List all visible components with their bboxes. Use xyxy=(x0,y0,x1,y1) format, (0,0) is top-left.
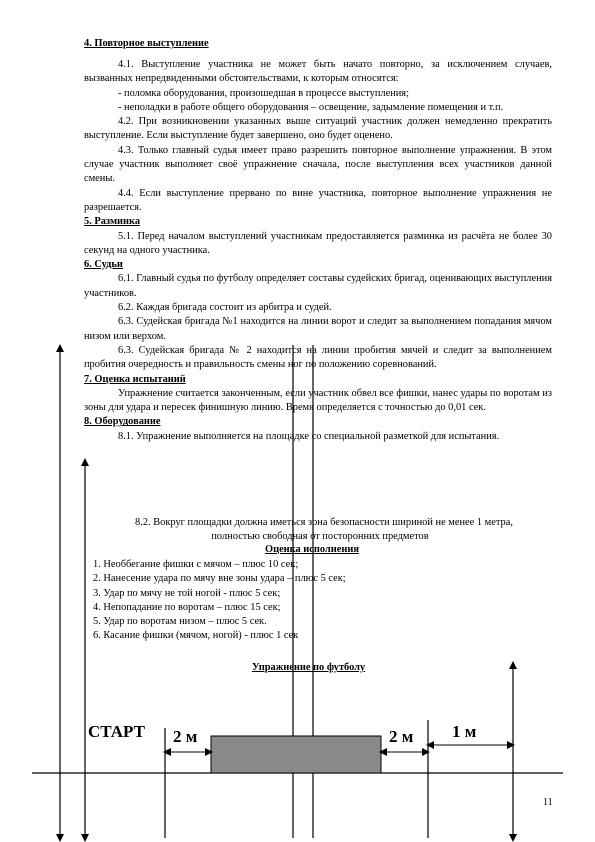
paragraph-8-2-line1: 8.2. Вокруг площадки должна иметься зона безопасности шириной не менее 1 метра, xyxy=(135,517,513,528)
paragraph-7: Упражнение считается законченным, если участник обвел все фишки, нанес удары по воротам из зоны для удара и пересек финишную линию. Время определяется с точностью до 0,01 сек. xyxy=(84,387,552,414)
diagram-title: Упражнение по футболу xyxy=(252,662,366,673)
paragraph-4-3: 4.3. Только главный судья имеет право разрешить повторное выполнение упражнения. В этом случае участник выполняет своё упражнение сначала, после выступления всех участников данной смены. xyxy=(84,144,552,185)
paragraph-4-2: 4.2. При возникновении указанных выше ситуаций участник должен немедленно прекратить выступление. Если выступление будет завершено, оно будет оценено. xyxy=(84,116,552,142)
page-number: 11 xyxy=(543,797,553,808)
paragraph-4-1: 4.1. Выступление участника не может быть начато повторно, за исключением случаев, вызванных непредвиденными обстоятельствами, к которым относятся: xyxy=(84,59,552,85)
paragraph-8-1: 8.1. Упражнение выполняется на площадке со специальной разметкой для испытания. xyxy=(118,430,500,442)
distance-label-2: 2 м xyxy=(389,727,414,746)
distance-label-1: 2 м xyxy=(173,727,198,746)
distance-label-3: 1 м xyxy=(452,722,477,741)
section-8-heading: 8. Оборудование xyxy=(84,416,161,428)
paragraph-6-1: 6.1. Главный судья по футболу определяет составы судейских бригад, оценивающих выступления участников. xyxy=(84,273,552,299)
exercise-zone-block xyxy=(211,736,381,773)
scoring-item: 6. Касание фишки (мячом, ногой) - плюс 1 сек xyxy=(93,630,299,642)
paragraph-5-1: 5.1. Перед началом выступлений участникам предоставляется разминка из расчёта не более 30 секунд на одного участника. xyxy=(84,230,552,256)
section-5-heading: 5. Разминка xyxy=(84,216,141,228)
paragraph-6-2: 6.2. Каждая бригада состоит из арбитра и судей. xyxy=(118,302,332,314)
paragraph-6-3b: 6.3. Судейская бригада № 2 находится на линии пробития мячей и следит за выполнением пробития очередность и правильность смены ног по положению соревнований. xyxy=(84,344,552,371)
scoring-item: 1. Необбегание фишки с мячом – плюс 10 сек; xyxy=(93,559,299,570)
start-label: СТАРТ xyxy=(88,722,145,741)
scoring-item: 5. Удар по воротам низом – плюс 5 сек. xyxy=(93,616,267,628)
section-6-heading: 6. Судьи xyxy=(84,259,123,271)
bullet-1: - поломка оборудования, произошедшая в процессе выступления; xyxy=(118,87,409,99)
scoring-title: Оценка исполнения xyxy=(265,544,359,555)
paragraph-6-3: 6.3. Судейская бригада №1 находится на линии ворот и следит за выполнением попадания мячом низом или верхом. xyxy=(84,316,552,342)
section-7-heading: 7. Оценка испытаний xyxy=(84,373,186,385)
scoring-item: 4. Непопадание по воротам – плюс 15 сек; xyxy=(93,601,281,613)
paragraph-4-4: 4.4. Если выступление прервано по вине участника, повторное выполнение упражнения не разрешается. xyxy=(84,187,552,213)
bullet-2: - неполадки в работе общего оборудования – освещение, задымление помещения и т.п. xyxy=(118,101,504,113)
scoring-item: 3. Удар по мячу не той ногой - плюс 5 сек; xyxy=(93,587,281,599)
paragraph-8-2-line2: полностью свободная от посторонних предметов xyxy=(211,531,429,542)
section-4-heading: 4. Повторное выступление xyxy=(84,38,209,49)
scoring-item: 2. Нанесение удара по мячу вне зоны удара – плюс 5 сек; xyxy=(93,573,346,585)
